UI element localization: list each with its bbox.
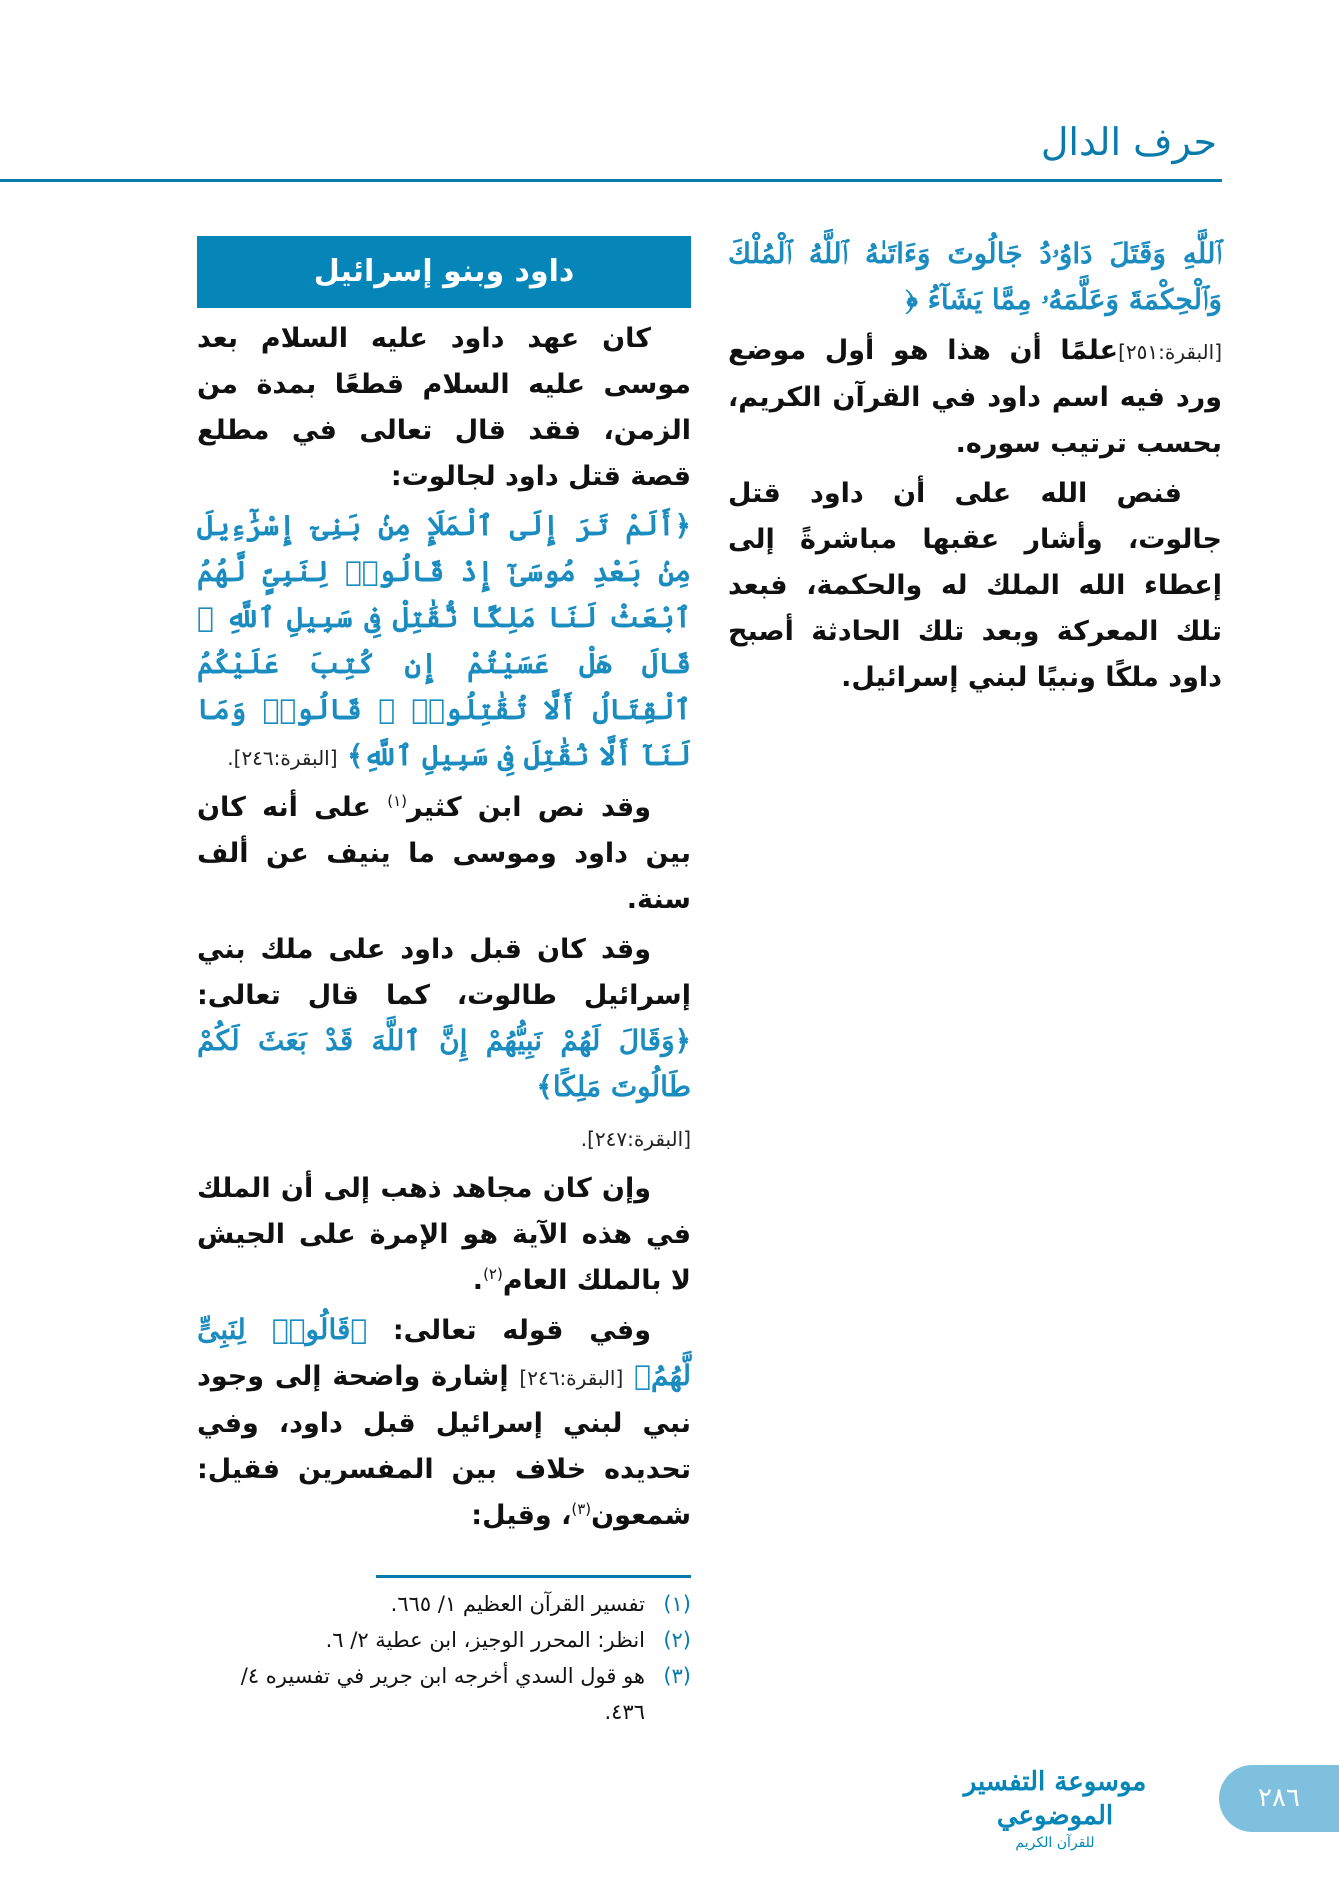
paragraph: وإن كان مجاهد ذهب إلى أن الملك في هذه الآية هو الإمرة على الجيش لا بالملك العام (197, 1173, 691, 1296)
header-divider (0, 179, 1222, 182)
footnote (197, 1658, 691, 1730)
verse-reference: [البقرة:٢٤٧]. (580, 1127, 691, 1151)
left-column (197, 236, 691, 1730)
footnotes (197, 1586, 691, 1730)
footnote-marker[interactable]: (٣) (571, 1500, 592, 1518)
paragraph-cont: إشارة واضحة إلى وجود نبي لبني إسرائيل قبل داود، وفي تحديده خلاف بين المفسرين فقيل: شمعون (197, 1361, 691, 1531)
page-number: ٢٨٦ (1219, 1765, 1339, 1832)
paragraph-cont: على أنه كان بين داود وموسى ما ينيف عن ألف سنة. (197, 792, 691, 915)
quran-verse: ﴿أَلَمْ تَرَ إِلَى ٱلْمَلَإِ مِنۢ بَنِىٓ إِسْرَٰٓءِيلَ مِنۢ بَعْدِ مُوسَىٰٓ إِذْ قَالُوا۟ لِنَبِىٍّ لَّهُمُ ٱبْعَثْ لَنَا مَلِكًا نُّقَٰتِلْ فِى سَبِيلِ ٱللَّهِ ۖ قَالَ هَلْ عَسَيْتُمْ إِن كُتِبَ عَلَيْكُمُ ٱلْقِتَالُ أَلَّا تُقَٰتِلُوا۟ ۖ قَالُوا۟ وَمَا لَنَآ أَلَّا نُقَٰتِلَ فِى سَبِيلِ ٱللَّهِ﴾ (197, 509, 691, 772)
paragraph: علمًا أن هذا هو أول موضع ورد فيه اسم داود في القرآن الكريم، بحسب ترتيب سوره. (728, 335, 1222, 459)
footnote-text: هو قول السدي أخرجه ابن جرير في تفسيره ٤/ ٤٣٦. (240, 1664, 645, 1724)
footnote-divider (376, 1575, 691, 1578)
quran-verse: ٱللَّهِ وَقَتَلَ دَاوُۥدُ جَالُوتَ وَءَاتَىٰهُ ٱللَّهُ ٱلْمُلْكَ وَٱلْحِكْمَةَ وَعَلَّمَهُۥ مِمَّا يَشَآءُ ﴿ (728, 237, 1222, 316)
paragraph: وفي قوله تعالى: (367, 1315, 651, 1346)
footnote (197, 1586, 691, 1622)
footnote (197, 1622, 691, 1658)
footnote-number: (٢) (663, 1628, 691, 1652)
chapter-title: حرف الدال (1040, 120, 1217, 164)
verse-reference: [البقرة:٢٤٦]. (227, 746, 338, 770)
footnote-marker[interactable]: (١) (387, 792, 407, 810)
logo-subtext: للقرآن الكريم (1015, 1835, 1095, 1851)
quran-verse: ﴿وَقَالَ لَهُمْ نَبِيُّهُمْ إِنَّ ٱللَّهَ قَدْ بَعَثَ لَكُمْ طَالُوتَ مَلِكًا﴾ (197, 1024, 691, 1103)
footnote-marker[interactable]: (٢) (483, 1265, 503, 1283)
verse-reference: [البقرة:٢٥١] (1118, 340, 1222, 364)
paragraph-cont: ، وقيل: (471, 1500, 572, 1531)
section-title: داود وبنو إسرائيل (197, 236, 691, 308)
paragraph: فنص الله على أن داود قتل جالوت، وأشار عقبها مباشرةً إلى إعطاء الله الملك له والحكمة، فبعد تلك المعركة وبعد تلك الحادثة أصبح داود ملكًا ونبيًا لبني إسرائيل. (728, 478, 1222, 693)
quran-verse: ﴿قَالُوا۟ لِنَبِىٍّ لَّهُمُ﴾ (197, 1313, 691, 1392)
verse-reference: [البقرة:٢٤٦] (519, 1366, 624, 1390)
paragraph: وقد كان قبل داود على ملك بني إسرائيل طالوت، كما قال تعالى: (197, 934, 691, 1011)
footnote-text: انظر: المحرر الوجيز، ابن عطية ٢/ ٦. (325, 1628, 645, 1652)
footnote-number: (١) (663, 1592, 691, 1616)
right-column (728, 232, 1222, 705)
paragraph: كان عهد داود عليه السلام بعد موسى عليه السلام قطعًا بمدة من الزمن، فقد قال تعالى في مطلع قصة قتل داود لجالوت: (197, 323, 691, 492)
logo-text: موسوعة التفسير الموضوعي (963, 1767, 1147, 1831)
footnote-text: تفسير القرآن العظيم ١/ ٦٦٥. (390, 1592, 645, 1616)
paragraph: وقد نص ابن كثير (406, 792, 652, 823)
encyclopedia-logo (935, 1765, 1175, 1853)
paragraph-cont: . (472, 1265, 484, 1296)
footnote-number: (٣) (663, 1664, 691, 1688)
